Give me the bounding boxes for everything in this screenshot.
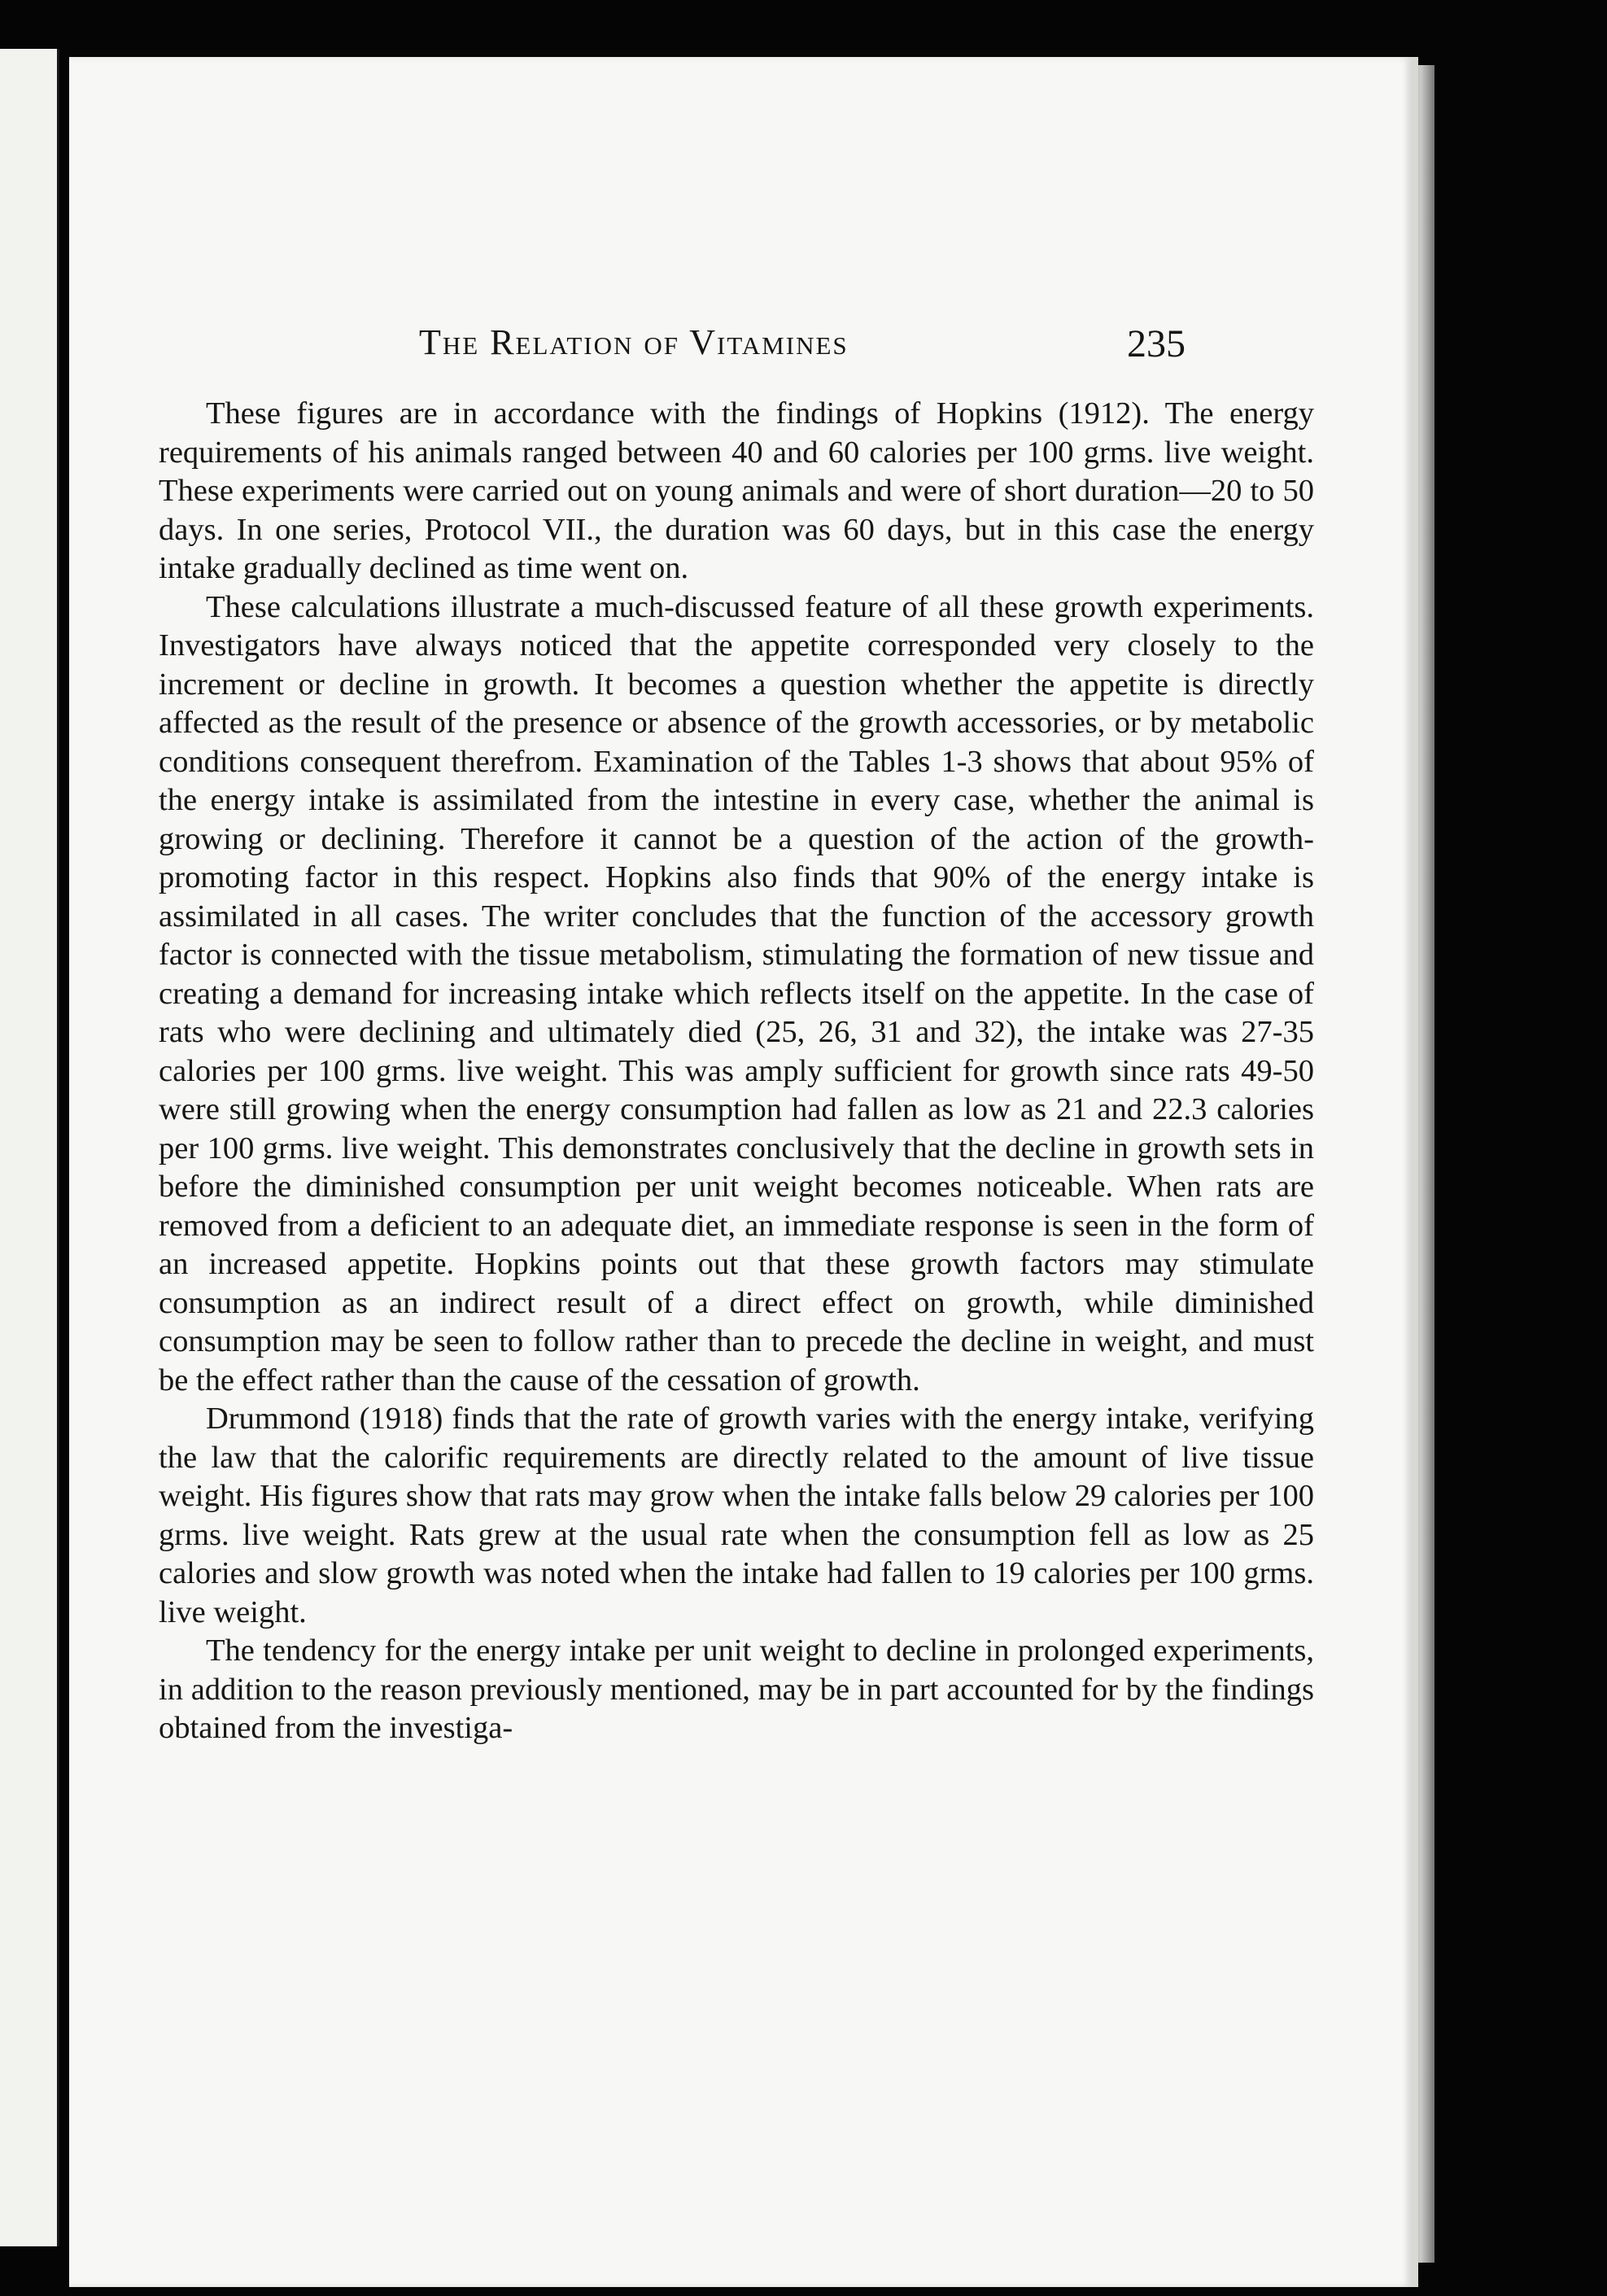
page-number: 235: [1127, 322, 1186, 365]
body-text: [159, 395, 1314, 1748]
paragraph: Drummond (1918) finds that the rate of growth varies with the energy intake, verifying the law that the calorific requirements are directly related to the amount of live tissue weight. His figures show that rats may grow when the intake falls below 29 calories per 100 grms. live weight. Rats grew at the usual rate when the consumption fell as low as 25 calories and slow growth was noted when the intake had fallen to 19 calories per 100 grms. live weight.: [159, 1402, 1314, 1629]
page-header: [69, 273, 1412, 365]
paragraph: These figures are in accordance with the findings of Hopkins (1912). The energy requirements of his animals ranged between 40 and 60 calories per 100 grms. live weight. These experiments were carried out on young animals and were of short duration—20 to 50 days. In one series, Protocol VII., the duration was 60 days, but in this case the energy intake gradually declined as time went on.: [159, 396, 1314, 585]
book-page: [69, 57, 1418, 2287]
paragraph: The tendency for the energy intake per unit weight to decline in prolonged experiments, in addition to the reason previously mentioned, may be in part accounted for by the findings obtained from the investiga-: [159, 1633, 1314, 1745]
running-head: The Relation of Vitamines: [419, 322, 849, 362]
paragraph: These calculations illustrate a much-discussed feature of all these growth experiments. Investigators have always noticed that the appetite corresponded very closely to the increment or decline in growth. It becomes a question whether the appetite is directly affected as the result of the presence or absence of the growth accessories, or by metabolic conditions consequent therefrom. Examination of the Tables 1-3 shows that about 95% of the energy intake is assimilated from the intestine in every case, whether the animal is growing or declining. Therefore it cannot be a question of the action of the growth-promoting factor in this respect. Hopkins also finds that 90% of the energy intake is assimilated in all cases. The writer concludes that the function of the accessory growth factor is connected with the tissue metabolism, stimulating the formation of new tissue and creating a demand for increasing intake which reflects itself on the appetite. In the case of rats who were declining and ultimately died (25, 26, 31 and 32), the intake was 27-35 calories per 100 grms. live weight. This was amply sufficient for growth since rats 49-50 were still growing when the energy consumption had fallen as low as 21 and 22.3 calories per 100 grms. live weight. This demonstrates conclusively that the decline in growth sets in before the diminished consumption per unit weight becomes noticeable. When rats are removed from a deficient to an adequate diet, an immediate response is seen in the form of an increased appetite. Hopkins points out that these growth factors may stimulate consumption as an indirect result of a direct effect on growth, while diminished consumption may be seen to follow rather than to precede the decline in weight, and must be the effect rather than the cause of the cessation of growth.: [159, 589, 1314, 1397]
facing-page-edge: [0, 49, 59, 2246]
